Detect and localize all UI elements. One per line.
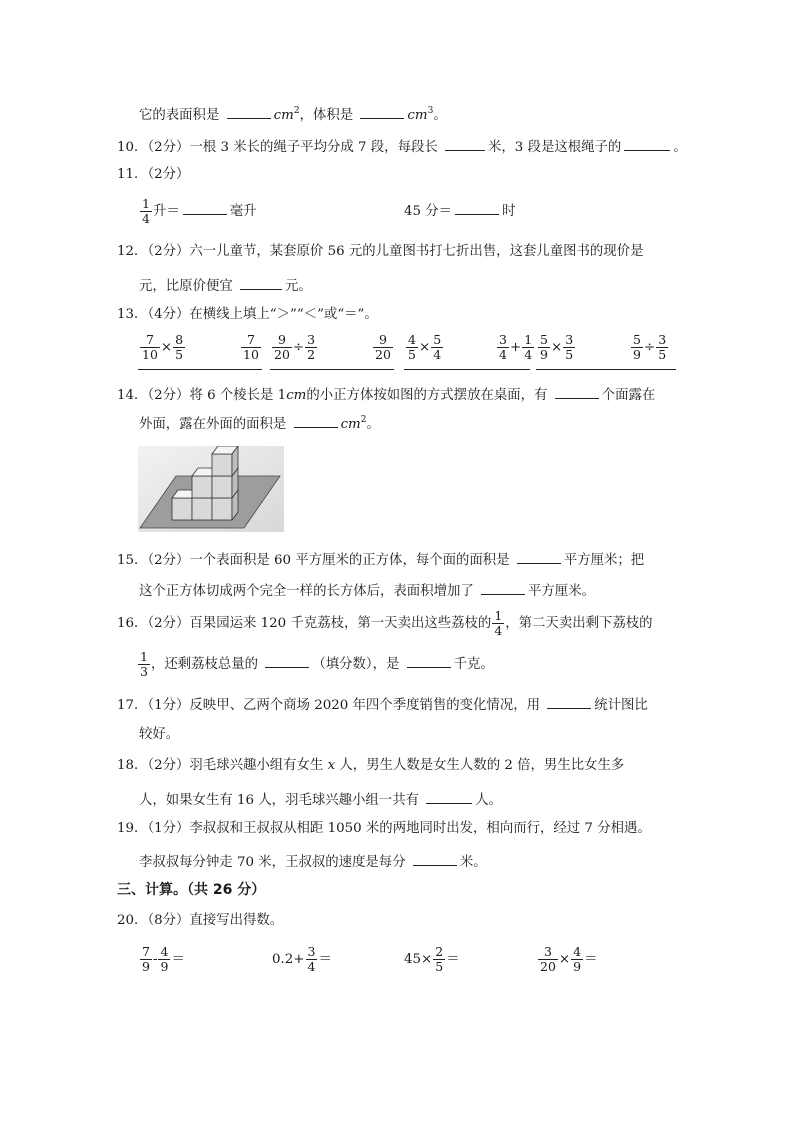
q13-answer-line-3[interactable] [404,369,530,370]
q11-unit-hour: 时 [502,204,516,219]
q13-e3-rop: + [509,340,522,355]
q16-text-b: ，第二天卖出剩下荔枝的 [505,616,653,631]
q11-fraction [140,197,152,226]
q20-c1-n2: 4 [160,944,169,959]
q20-c4-n1: 3 [543,944,552,959]
q20-c4-frac1 [538,945,558,974]
question-12-line1: 12．（2分）六一儿童节，某套原价 56 元的儿童图书打七折出售，这套儿童图书的现价是 [117,244,644,259]
q13-e1-rfrac [241,333,261,362]
q9-blank-volume[interactable] [360,104,404,119]
q20-c4-op: × [558,952,571,967]
q13-e4-d2: 5 [565,347,574,362]
q9-end: 。 [433,108,447,123]
q14-text-c: 个面露在 [601,388,656,403]
q13-e1-op: × [160,340,173,355]
q13-expr-3-left [405,333,444,363]
q16-f2n: 1 [140,649,148,664]
q16-blank-fraction[interactable] [265,653,309,668]
question-12-line2 [139,275,312,296]
q20-c1-eq: ＝ [171,952,185,967]
q13-e4-frac1 [538,333,550,362]
q13-e3-n1: 4 [408,332,416,347]
q13-e4-rd1: 9 [633,347,641,362]
q20-c2-d: 4 [307,959,316,974]
q13-e2-d2: 2 [307,347,316,362]
q20-c2-pre: 0.2+ [272,952,305,967]
q15-blank-increase[interactable] [481,580,525,595]
q20-c1-d2: 9 [160,959,169,974]
q13-e4-frac2 [563,333,575,362]
q13-e3-rn1: 3 [499,332,507,347]
q14-text-a: 14．（2分）将 6 个棱长是 1 [117,388,287,403]
q13-e2-n1: 9 [277,332,286,347]
q13-expr-4-right [630,333,669,363]
section-3-title: 三、计算。（共 26 分） [117,882,266,898]
q18-blank-total[interactable] [426,789,472,804]
q14-text-b: 的小正方体按如图的方式摆放在桌面，有 [306,388,548,403]
q13-e4-rd2: 5 [658,347,667,362]
q10-blank-length[interactable] [445,136,485,151]
q13-e3-frac1 [406,333,418,362]
question-11-head: 11．（2分） [117,167,190,182]
q9-unit-volume: cm [407,108,428,123]
q13-e1-n2: 8 [175,332,184,347]
q9-text-b: ，体积是 [299,108,354,123]
q13-answer-line-4[interactable] [536,369,676,370]
q13-expr-3-right [496,333,535,363]
question-19-line1: 19．（1分）李叔叔和王叔叔从相距 1050 米的两地同时出发，相向而行，经过 7 分相遇。 [117,821,651,836]
q10-text1: 10．（2分）一根 3 米长的绳子平均分成 7 段，每段长 [117,140,438,155]
question-16-line1 [117,607,653,641]
q16-frac1 [492,609,504,638]
q20-c1-frac1 [140,945,152,974]
q14-blank-faces[interactable] [555,384,599,399]
q16-text-e: 千克。 [453,657,494,672]
q9-blank-area[interactable] [227,104,271,119]
q13-expr-1-right [240,333,262,363]
q13-expr-4-left [537,333,576,363]
question-20-head: 20．（8分）直接写出得数。 [117,913,284,928]
q16-f1d: 4 [494,623,503,638]
question-18-line2 [139,789,502,810]
q20-c1-d1: 9 [142,959,150,974]
q16-text-c: ，还剩荔枝总量的 [150,657,259,672]
q20-c3-pre: 45× [404,952,433,967]
q16-text-d: （填分数），是 [312,657,400,672]
q13-e4-d1: 9 [540,347,548,362]
q20-c1-frac2 [158,945,170,974]
q20-c3-eq: ＝ [446,952,460,967]
q20-c1-n1: 7 [142,944,150,959]
q16-f2d: 3 [140,664,148,679]
q11-item-b [404,200,515,221]
q15-text-c: 这个正方体切成两个完全一样的长方体后，表面积增加了 [139,584,474,599]
q13-e1-frac1 [140,333,160,362]
q13-e3-rd1: 4 [499,347,507,362]
q13-e1-rn: 7 [246,332,255,347]
q13-e1-frac2 [173,333,185,362]
q14-unit: cm [286,388,307,403]
q20-c2-eq: ＝ [318,952,332,967]
q13-e3-rfrac2 [522,333,534,362]
cubes-figure [138,446,284,532]
q13-e3-d1: 5 [408,347,416,362]
question-10 [117,136,687,157]
q20-c3-frac [433,945,445,974]
q13-e2-rn: 9 [378,332,387,347]
q11-blank-ml[interactable] [183,200,227,215]
q11-item-a [139,197,257,227]
q13-e1-rd: 10 [243,347,259,362]
q16-text-a: 16．（2分）百果园运来 120 千克荔枝，第一天卖出这些荔枝的 [117,616,492,631]
q17-text-b: 统计图比 [594,698,648,713]
q15-text-d: 平方厘米。 [528,584,595,599]
q20-c4-d2: 9 [573,959,582,974]
q14-text-d: 外面，露在外面的面积是 [139,417,287,432]
q13-answer-line-2[interactable] [270,369,394,370]
q14-unit2: cm [340,417,361,432]
q11-blank-hour[interactable] [455,200,499,215]
q13-e3-rn2: 1 [524,332,533,347]
q14-end: 。 [366,417,380,432]
q13-e3-n2: 5 [433,332,442,347]
q20-c3-n: 2 [435,944,444,959]
q20-c2-frac [306,945,318,974]
q20-c3-d: 5 [435,959,444,974]
q11-frac-num: 1 [142,196,150,211]
q13-e4-rn1: 5 [633,332,641,347]
q12-blank-discount[interactable] [240,275,282,290]
q12-text-a: 元，比原价便宜 [139,279,233,294]
q11-text-b: 45 分＝ [404,204,453,219]
q19-text-a: 李叔叔每分钟走 70 米，王叔叔的速度是每分 [139,855,406,870]
q9-unit-area: cm [273,108,294,123]
q13-e4-n1: 5 [540,332,548,347]
q10-blank-fraction[interactable] [624,136,670,151]
q13-e4-rfrac1 [631,333,643,362]
q13-expr-1-left [139,333,186,363]
question-15-line1 [117,549,644,570]
q13-expr-2-right [372,333,394,363]
q13-e2-rd: 20 [375,347,391,362]
q13-answer-line-1[interactable] [138,369,262,370]
q16-blank-kg[interactable] [407,653,451,668]
q13-e3-d2: 4 [433,347,442,362]
q11-text-a: 升＝ [152,204,180,219]
q13-expr-2-left [271,333,318,363]
q20-c1-op: - [152,952,158,967]
q13-e2-frac2 [305,333,317,362]
q9-continuation [139,104,447,125]
q9-unit-volume-exp: 3 [427,106,434,116]
q13-e4-rop: ÷ [643,340,656,355]
q16-f1n: 1 [494,608,503,623]
q20-c4-eq: ＝ [584,952,598,967]
q13-e2-d1: 20 [274,347,290,362]
q13-e2-frac1 [272,333,292,362]
q10-text2: 米，3 段是这根绳子的 [488,140,622,155]
q13-e4-op: × [550,340,563,355]
q18-text-c: 人，如果女生有 16 人，羽毛球兴趣小组一共有 [139,793,419,808]
q20-c2-n: 3 [307,944,316,959]
q20-c4-d1: 20 [540,959,556,974]
q17-text-a: 17．（1分）反映甲、乙两个商场 2020 年四个季度销售的变化情况，用 [117,698,540,713]
q12-text-b: 元。 [285,279,312,294]
question-16-line2 [137,648,494,682]
q17-blank-chart[interactable] [547,694,591,709]
q16-frac2 [138,650,150,679]
question-19-line2 [139,851,487,872]
q20-calc-1 [139,943,185,977]
q15-text-b: 平方厘米；把 [563,553,645,568]
question-17-line2: 较好。 [139,727,180,742]
q13-e4-n2: 3 [565,332,574,347]
q18-text-d: 人。 [475,793,503,808]
q15-blank-face-area[interactable] [517,549,561,564]
q13-e3-rd2: 4 [524,347,533,362]
q19-text-b: 米。 [459,855,487,870]
q11-unit-ml: 毫升 [229,204,257,219]
q20-c4-frac2 [571,945,583,974]
q20-calc-3 [404,943,460,977]
q13-e1-n1: 7 [145,332,154,347]
q14-unit2-exp: 2 [360,415,367,425]
question-14-line2 [139,413,380,434]
q18-text-a: 18．（2分）羽毛球兴趣小组有女生 [117,758,324,773]
q13-e3-frac2 [431,333,443,362]
question-13-head: 13．（4分）在横线上填上“＞”“＜”或“＝”。 [117,307,378,322]
q9-unit-area-exp: 2 [293,106,300,116]
q13-e1-d2: 5 [175,347,184,362]
q20-calc-4 [537,943,597,977]
q11-frac-den: 4 [142,211,150,226]
question-17-line1 [117,694,648,715]
q20-c4-n2: 4 [573,944,582,959]
q13-e2-op: ÷ [292,340,305,355]
q13-e2-n2: 3 [307,332,316,347]
q10-end: 。 [673,140,687,155]
question-14-line1 [117,384,655,405]
question-15-line2 [139,580,595,601]
q19-blank-speed[interactable] [413,851,457,866]
q9-text-a: 它的表面积是 [139,108,220,123]
q13-e3-op: × [418,340,431,355]
q13-e4-rfrac2 [656,333,668,362]
q13-e1-d1: 10 [142,347,158,362]
q14-blank-area[interactable] [294,413,338,428]
q18-variable: x [327,758,336,773]
q15-text-a: 15．（2分）一个表面积是 60 平方厘米的正方体，每个面的面积是 [117,553,510,568]
q13-e2-rfrac [373,333,393,362]
q13-e4-rn2: 3 [658,332,667,347]
q18-text-b: 人，男生人数是女生人数的 2 倍，男生比女生多 [339,758,625,773]
q13-e3-rfrac1 [497,333,509,362]
question-18-line1 [117,757,624,775]
q20-calc-2 [272,943,332,977]
